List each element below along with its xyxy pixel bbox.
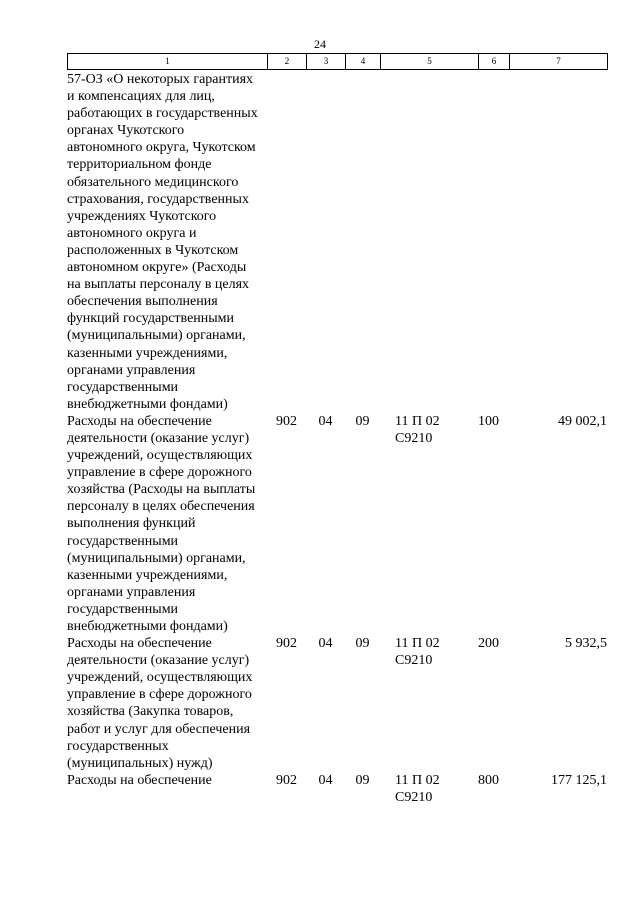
row-amount: 177 125,1 — [551, 772, 607, 788]
page-number: 24 — [314, 37, 326, 51]
row-amount: 49 002,1 — [558, 413, 607, 429]
row-section: 04 — [318, 636, 333, 652]
table-row — [67, 413, 607, 635]
table-row — [67, 772, 607, 806]
row-vr — [478, 71, 509, 413]
row-subsection: 09 — [355, 772, 370, 788]
row-amount: 5 932,5 — [565, 636, 607, 652]
row-amount — [509, 71, 607, 413]
row-subsection — [345, 71, 380, 413]
header-col-3: 3 — [307, 54, 346, 70]
row-name: Расходы на обеспечение деятельности (оказание услуг) учреждений, осуществляющих управление в сфере дорожного хозяйства (Закупка товаров, работ и услуг для обеспечения государственных (муниципальных) нужд) — [67, 636, 253, 771]
row-section: 04 — [318, 413, 333, 429]
row-code: 902 — [276, 772, 297, 788]
header-col-1: 1 — [68, 54, 268, 70]
header-col-2: 2 — [268, 54, 307, 70]
header-col-5: 5 — [381, 54, 479, 70]
row-name: 57-ОЗ «О некоторых гарантиях и компенсациях для лиц, работающих в государственных органах Чукотского автономного округа, Чукотском территориальном фонде обязательного медицинского страхования, государственных учреждениях Чукотского автономного округа и расположенных в Чукотском автономном округе» (Расходы на выплаты персоналу в целях обеспечения выполнения функций государственными (муниципальными) органами, казенными учреждениями, органами управления государственными внебюджетными фондами) — [67, 72, 258, 412]
row-section: 04 — [318, 772, 333, 788]
header-col-7: 7 — [510, 54, 608, 70]
row-name: Расходы на обеспечение деятельности (оказание услуг) учреждений, осуществляющих управление в сфере дорожного хозяйства (Расходы на выплаты персоналу в целях обеспечения выполнения функций государственными (муниципальными) органами, казенными учреждениями, органами управления государственными внебюджетными фондами) — [67, 413, 256, 634]
row-code: 902 — [276, 413, 297, 429]
table-row — [67, 635, 607, 772]
row-target: 11 П 02 С9210 — [395, 772, 440, 805]
row-subsection: 09 — [355, 636, 370, 652]
table-row — [67, 71, 607, 413]
row-target: 11 П 02 С9210 — [395, 636, 440, 669]
row-section — [306, 71, 345, 413]
budget-table — [67, 71, 607, 806]
row-target — [380, 71, 478, 413]
row-vr: 100 — [478, 413, 499, 429]
column-number-header — [67, 53, 608, 70]
header-col-6: 6 — [479, 54, 510, 70]
row-vr: 200 — [478, 636, 499, 652]
row-code: 902 — [276, 636, 297, 652]
row-subsection: 09 — [355, 413, 370, 429]
header-col-4: 4 — [346, 54, 381, 70]
row-target: 11 П 02 С9210 — [395, 413, 440, 446]
row-code — [267, 71, 306, 413]
row-vr: 800 — [478, 772, 499, 788]
row-name: Расходы на обеспечение — [67, 772, 212, 788]
